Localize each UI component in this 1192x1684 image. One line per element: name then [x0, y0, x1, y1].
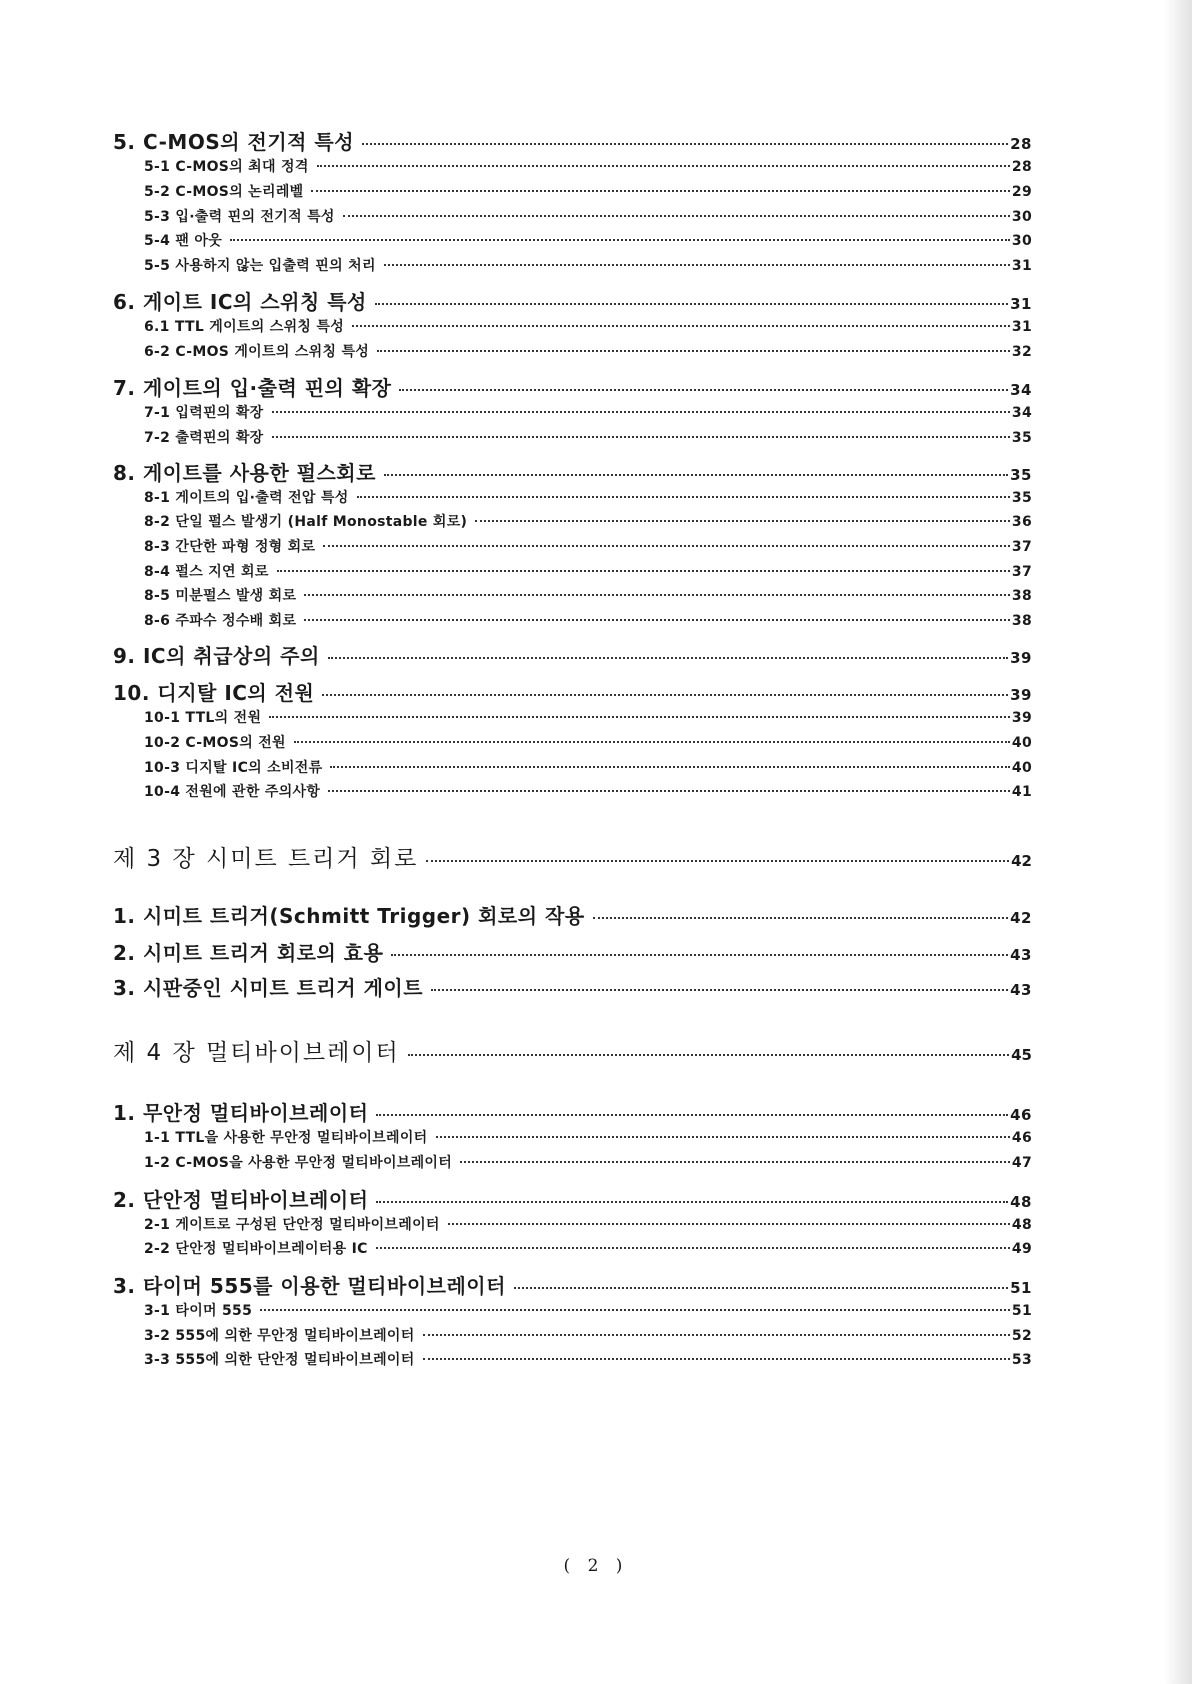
- toc-entry-label: 2. 시미트 트리거 회로의 효용: [113, 941, 384, 965]
- toc-entry-page: 31: [1011, 319, 1032, 335]
- scan-page-edge: [1164, 0, 1192, 1684]
- toc-entry-page: 39: [1010, 686, 1032, 704]
- toc-entry-label: 5-2 C-MOS의 논리레벨: [144, 184, 304, 200]
- dot-leader: [362, 143, 1008, 145]
- toc-entry-page: 46: [1010, 1106, 1032, 1124]
- toc-section: [113, 457, 1032, 486]
- toc-entry-label: 제 4 장 멀티바이브레이터: [113, 1040, 400, 1066]
- toc-entry-label: 7-2 출력핀의 확장: [144, 430, 264, 446]
- toc-entry-label: 2-2 단안정 멀티바이브레이터용 IC: [144, 1241, 368, 1257]
- toc-subsection: [144, 206, 1032, 226]
- dot-leader: [277, 570, 1010, 572]
- toc-subsection: [144, 585, 1032, 605]
- toc-entry-page: 43: [1010, 981, 1032, 999]
- dot-leader: [357, 496, 1010, 498]
- toc-subsection: [144, 707, 1032, 727]
- dot-leader: [384, 474, 1008, 476]
- dot-leader: [323, 545, 1010, 547]
- toc-entry-page: 36: [1011, 514, 1032, 530]
- toc-entry-page: 39: [1010, 649, 1032, 667]
- toc-entry-label: 5. C-MOS의 전기적 특성: [113, 130, 355, 154]
- dot-leader: [322, 694, 1008, 696]
- dot-leader: [431, 989, 1008, 991]
- page-number: ( 2 ): [563, 1556, 629, 1576]
- toc-subsection: [144, 341, 1032, 361]
- toc-entry-label: 3-3 555에 의한 단안정 멀티바이브레이터: [144, 1352, 415, 1368]
- toc-subsection: [144, 1325, 1032, 1345]
- toc-entry-page: 49: [1011, 1241, 1032, 1257]
- toc-subsection: [144, 181, 1032, 201]
- dot-leader: [272, 436, 1010, 438]
- dot-leader: [317, 165, 1010, 167]
- toc-entry-page: 52: [1011, 1328, 1032, 1344]
- dot-leader: [460, 1161, 1010, 1163]
- toc-subsection: [144, 230, 1032, 250]
- dot-leader: [377, 350, 1010, 352]
- toc-entry-label: 5-1 C-MOS의 최대 정격: [144, 159, 309, 175]
- dot-leader: [475, 520, 1010, 522]
- toc-entry-page: 41: [1011, 784, 1032, 800]
- toc-entry-label: 1-1 TTL을 사용한 무안정 멀티바이브레이터: [144, 1130, 428, 1146]
- toc-entry-page: 34: [1010, 381, 1032, 399]
- toc-subsection: [144, 561, 1032, 581]
- toc-entry-page: 35: [1011, 490, 1032, 506]
- toc-entry-page: 46: [1011, 1130, 1032, 1146]
- dot-leader: [593, 917, 1008, 919]
- toc-subsection: [144, 1152, 1032, 1172]
- toc-section: [113, 1097, 1032, 1126]
- toc-entry-label: 8. 게이트를 사용한 펄스회로: [113, 461, 376, 485]
- toc-entry-page: 42: [1010, 909, 1032, 927]
- toc-entry-label: 6-2 C-MOS 게이트의 스위칭 특성: [144, 344, 370, 360]
- toc-entry-label: 3. 시판중인 시미트 트리거 게이트: [113, 976, 424, 1000]
- toc-entry-label: 5-3 입·출력 핀의 전기적 특성: [144, 209, 335, 225]
- toc-entry-label: 8-1 게이트의 입·출력 전압 특성: [144, 490, 349, 506]
- dot-leader: [514, 1287, 1008, 1289]
- toc-entry-label: 6.1 TTL 게이트의 스위칭 특성: [144, 319, 345, 335]
- toc-entry-page: 43: [1010, 946, 1032, 964]
- toc-subsection: [144, 427, 1032, 447]
- toc-entry-page: 47: [1011, 1155, 1032, 1171]
- toc-subsection: [144, 402, 1032, 422]
- toc-entry-label: 10-3 디지탈 IC의 소비전류: [144, 760, 323, 776]
- toc-subsection: [144, 1127, 1032, 1147]
- dot-leader: [391, 954, 1008, 956]
- dot-leader: [330, 766, 1009, 768]
- toc-section: [113, 972, 1032, 1001]
- dot-leader: [375, 303, 1008, 305]
- toc-section: [113, 640, 1032, 669]
- toc-subsection: [144, 781, 1032, 801]
- toc-entry-page: 40: [1011, 760, 1032, 776]
- toc-entry-page: 48: [1011, 1217, 1032, 1233]
- toc-section: [113, 1184, 1032, 1213]
- toc-section: [113, 677, 1032, 706]
- toc-subsection: [144, 610, 1032, 630]
- toc-chapter: [113, 840, 1032, 873]
- toc-entry-label: 1-2 C-MOS을 사용한 무안정 멀티바이브레이터: [144, 1155, 453, 1171]
- toc-subsection: [144, 1349, 1032, 1369]
- dot-leader: [448, 1223, 1010, 1225]
- dot-leader: [436, 1136, 1010, 1138]
- toc-entry-page: 53: [1011, 1352, 1032, 1368]
- toc-entry-label: 3. 타이머 555를 이용한 멀티바이브레이터: [113, 1274, 506, 1298]
- toc-section: [113, 1270, 1032, 1299]
- toc-section: [113, 900, 1032, 929]
- toc-entry-label: 7. 게이트의 입·출력 핀의 확장: [113, 376, 392, 400]
- toc-subsection: [144, 156, 1032, 176]
- toc-entry-page: 35: [1011, 430, 1032, 446]
- dot-leader: [423, 1334, 1010, 1336]
- dot-leader: [376, 1201, 1008, 1203]
- toc-entry-label: 3-2 555에 의한 무안정 멀티바이브레이터: [144, 1328, 415, 1344]
- toc-entry-label: 5-4 팬 아웃: [144, 233, 223, 249]
- toc-entry-page: 30: [1011, 233, 1032, 249]
- toc-section: [113, 937, 1032, 966]
- dot-leader: [272, 411, 1010, 413]
- toc-entry-label: 10-1 TTL의 전원: [144, 710, 262, 726]
- toc-entry-page: 51: [1010, 1279, 1032, 1297]
- dot-leader: [269, 716, 1010, 718]
- toc-entry-page: 28: [1011, 159, 1032, 175]
- toc-entry-label: 5-5 사용하지 않는 입출력 핀의 처리: [144, 258, 376, 274]
- toc-subsection: [144, 536, 1032, 556]
- toc-entry-page: 45: [1011, 1046, 1032, 1064]
- toc-entry-page: 38: [1011, 588, 1032, 604]
- toc-entry-label: 10. 디지탈 IC의 전원: [113, 681, 315, 705]
- toc-entry-page: 37: [1011, 539, 1032, 555]
- toc-entry-page: 40: [1011, 735, 1032, 751]
- toc-entry-page: 28: [1010, 135, 1032, 153]
- toc-entry-label: 10-2 C-MOS의 전원: [144, 735, 286, 751]
- dot-leader: [260, 1309, 1010, 1311]
- dot-leader: [343, 215, 1010, 217]
- dot-leader: [376, 1114, 1008, 1116]
- toc-entry-label: 3-1 타이머 555: [144, 1303, 253, 1319]
- toc-entry-page: 37: [1011, 564, 1032, 580]
- toc-entry-page: 48: [1010, 1193, 1032, 1211]
- toc-section: [113, 286, 1032, 315]
- toc-subsection: [144, 732, 1032, 752]
- toc-entry-page: 34: [1011, 405, 1032, 421]
- toc-entry-label: 8-5 미분펄스 발생 회로: [144, 588, 297, 604]
- toc-entry-label: 8-6 주파수 정수배 회로: [144, 613, 297, 629]
- dot-leader: [423, 1358, 1010, 1360]
- toc-entry-label: 7-1 입력핀의 확장: [144, 405, 264, 421]
- toc-entry-label: 1. 무안정 멀티바이브레이터: [113, 1101, 369, 1125]
- toc-chapter: [113, 1034, 1032, 1067]
- toc-entry-page: 31: [1011, 258, 1032, 274]
- toc-entry-page: 30: [1011, 209, 1032, 225]
- toc-subsection: [144, 487, 1032, 507]
- dot-leader: [408, 1054, 1009, 1056]
- toc-subsection: [144, 1300, 1032, 1320]
- toc-section: [113, 372, 1032, 401]
- dot-leader: [304, 594, 1010, 596]
- toc-subsection: [144, 316, 1032, 336]
- dot-leader: [399, 389, 1008, 391]
- toc-entry-page: 51: [1011, 1303, 1032, 1319]
- toc-entry-label: 8-3 간단한 파형 정형 회로: [144, 539, 316, 555]
- toc-entry-label: 2-1 게이트로 구성된 단안정 멀티바이브레이터: [144, 1217, 440, 1233]
- toc-entry-label: 8-4 펄스 지연 회로: [144, 564, 269, 580]
- toc-entry-label: 제 3 장 시미트 트리거 회로: [113, 846, 419, 872]
- toc-subsection: [144, 1214, 1032, 1234]
- dot-leader: [294, 741, 1010, 743]
- toc-entry-page: 32: [1011, 344, 1032, 360]
- toc-entry-page: 31: [1010, 295, 1032, 313]
- toc-entry-page: 42: [1011, 852, 1032, 870]
- dot-leader: [230, 239, 1010, 241]
- dot-leader: [304, 619, 1010, 621]
- toc-subsection: [144, 255, 1032, 275]
- toc-subsection: [144, 757, 1032, 777]
- toc-subsection: [144, 511, 1032, 531]
- dot-leader: [376, 1247, 1010, 1249]
- dot-leader: [384, 264, 1010, 266]
- toc-entry-label: 1. 시미트 트리거(Schmitt Trigger) 회로의 작용: [113, 904, 585, 928]
- toc-entry-label: 10-4 전원에 관한 주의사항: [144, 784, 321, 800]
- toc-entry-label: 2. 단안정 멀티바이브레이터: [113, 1188, 369, 1212]
- toc-entry-label: 6. 게이트 IC의 스위칭 특성: [113, 290, 367, 314]
- dot-leader: [426, 860, 1009, 862]
- toc-entry-page: 39: [1011, 710, 1032, 726]
- toc-entry-page: 38: [1011, 613, 1032, 629]
- toc-section: [113, 126, 1032, 155]
- dot-leader: [328, 790, 1010, 792]
- toc-entry-page: 29: [1011, 184, 1032, 200]
- toc-subsection: [144, 1238, 1032, 1258]
- dot-leader: [311, 190, 1009, 192]
- dot-leader: [328, 657, 1008, 659]
- toc-entry-label: 8-2 단일 펄스 발생기 (Half Monostable 회로): [144, 514, 468, 530]
- dot-leader: [352, 325, 1010, 327]
- toc-entry-label: 9. IC의 취급상의 주의: [113, 644, 320, 668]
- toc-entry-page: 35: [1010, 466, 1032, 484]
